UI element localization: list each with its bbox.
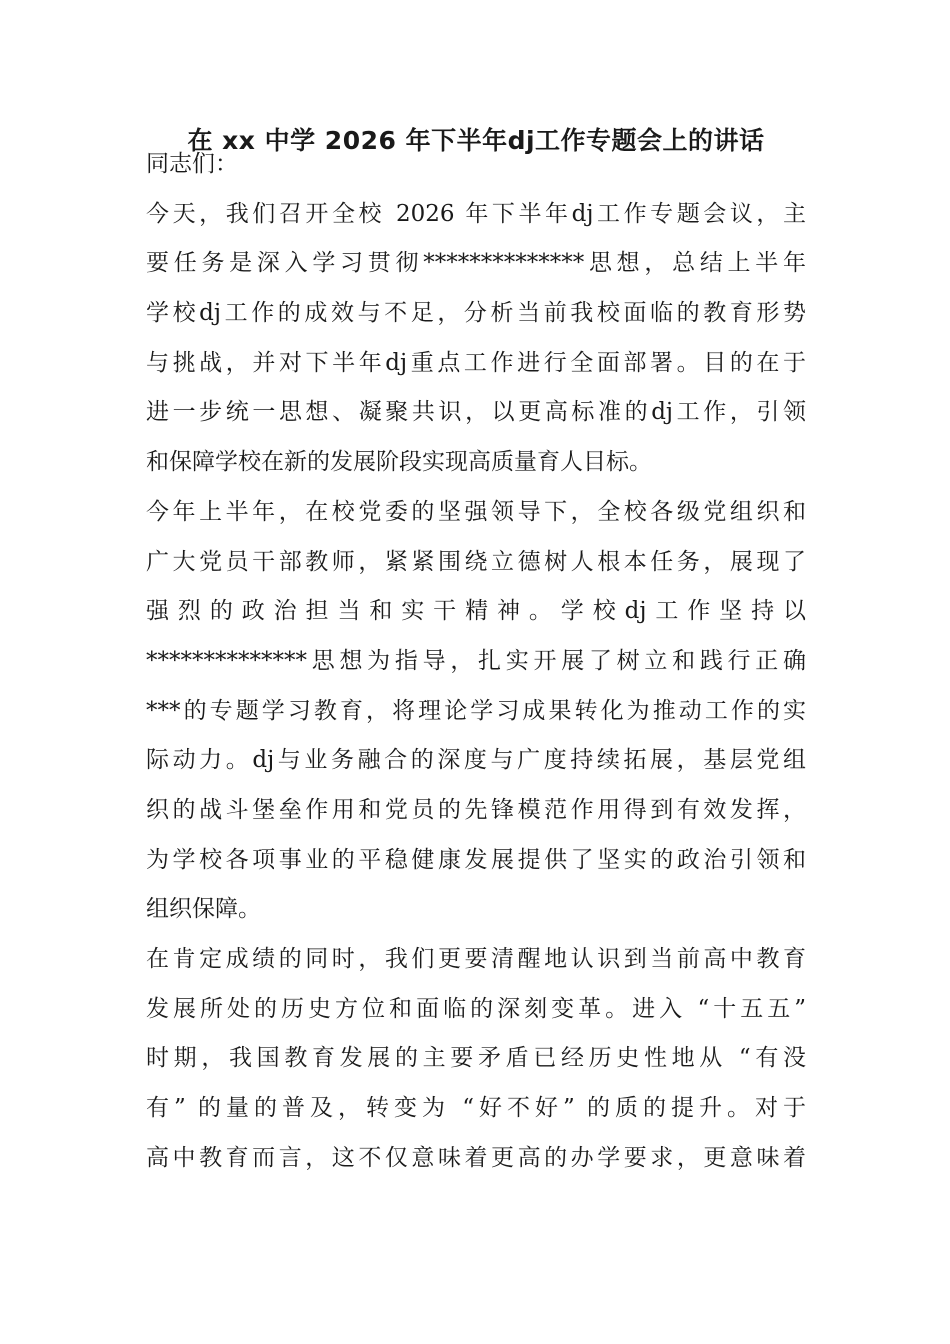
- text-line: 和保障学校在新的发展阶段实现高质量育人目标。: [146, 449, 652, 476]
- text-line: 织的战斗堡垒作用和党员的先锋模范作用得到有效发挥，: [146, 796, 806, 823]
- text-line: ***的专题学习教育，将理论学习成果转化为推动工作的实: [146, 697, 806, 724]
- text-line: 高中教育而言，这不仅意味着更高的办学要求，更意味着: [146, 1144, 806, 1171]
- text-line: **************思想为指导，扎实开展了树立和践行正确: [146, 647, 806, 674]
- text-line: 在肯定成绩的同时，我们更要清醒地认识到当前高中教育: [146, 946, 806, 972]
- text-line: 今天，我们召开全校 2026 年下半年dj工作专题会议，主: [146, 200, 806, 227]
- text-line: 强烈的政治担当和实干精神。学校dj工作坚持以: [146, 598, 806, 625]
- document-title: 在 xx 中学 2026 年下半年dj工作专题会上的讲话: [187, 126, 765, 155]
- text-line: 为学校各项事业的平稳健康发展提供了坚实的政治引领和: [146, 846, 806, 873]
- text-line: 组织保障。: [146, 896, 261, 923]
- text-line: 有” 的量的普及，转变为 “好不好” 的质的提升。对于: [146, 1095, 806, 1122]
- text-line: 学校dj工作的成效与不足，分析当前我校面临的教育形势: [146, 300, 806, 327]
- text-line: 广大党员干部教师，紧紧围绕立德树人根本任务，展现了: [146, 548, 806, 575]
- text-line: 发展所处的历史方位和面临的深刻变革。进入 “十五五”: [146, 995, 806, 1022]
- text-line: 要任务是深入学习贯彻**************思想，总结上半年: [146, 250, 806, 277]
- text-line: 际动力。dj与业务融合的深度与广度持续拓展，基层党组: [146, 747, 806, 774]
- text-line: 进一步统一思想、凝聚共识，以更高标准的dj工作，引领: [146, 399, 806, 426]
- text-line: 同志们：: [146, 151, 238, 177]
- text-line: 与挑战，并对下半年dj重点工作进行全面部署。目的在于: [146, 349, 806, 376]
- document-body: [146, 140, 806, 1183]
- text-line: 时期，我国教育发展的主要矛盾已经历史性地从 “有没: [146, 1045, 806, 1072]
- text-line: 今年上半年，在校党委的坚强领导下，全校各级党组织和: [146, 498, 806, 525]
